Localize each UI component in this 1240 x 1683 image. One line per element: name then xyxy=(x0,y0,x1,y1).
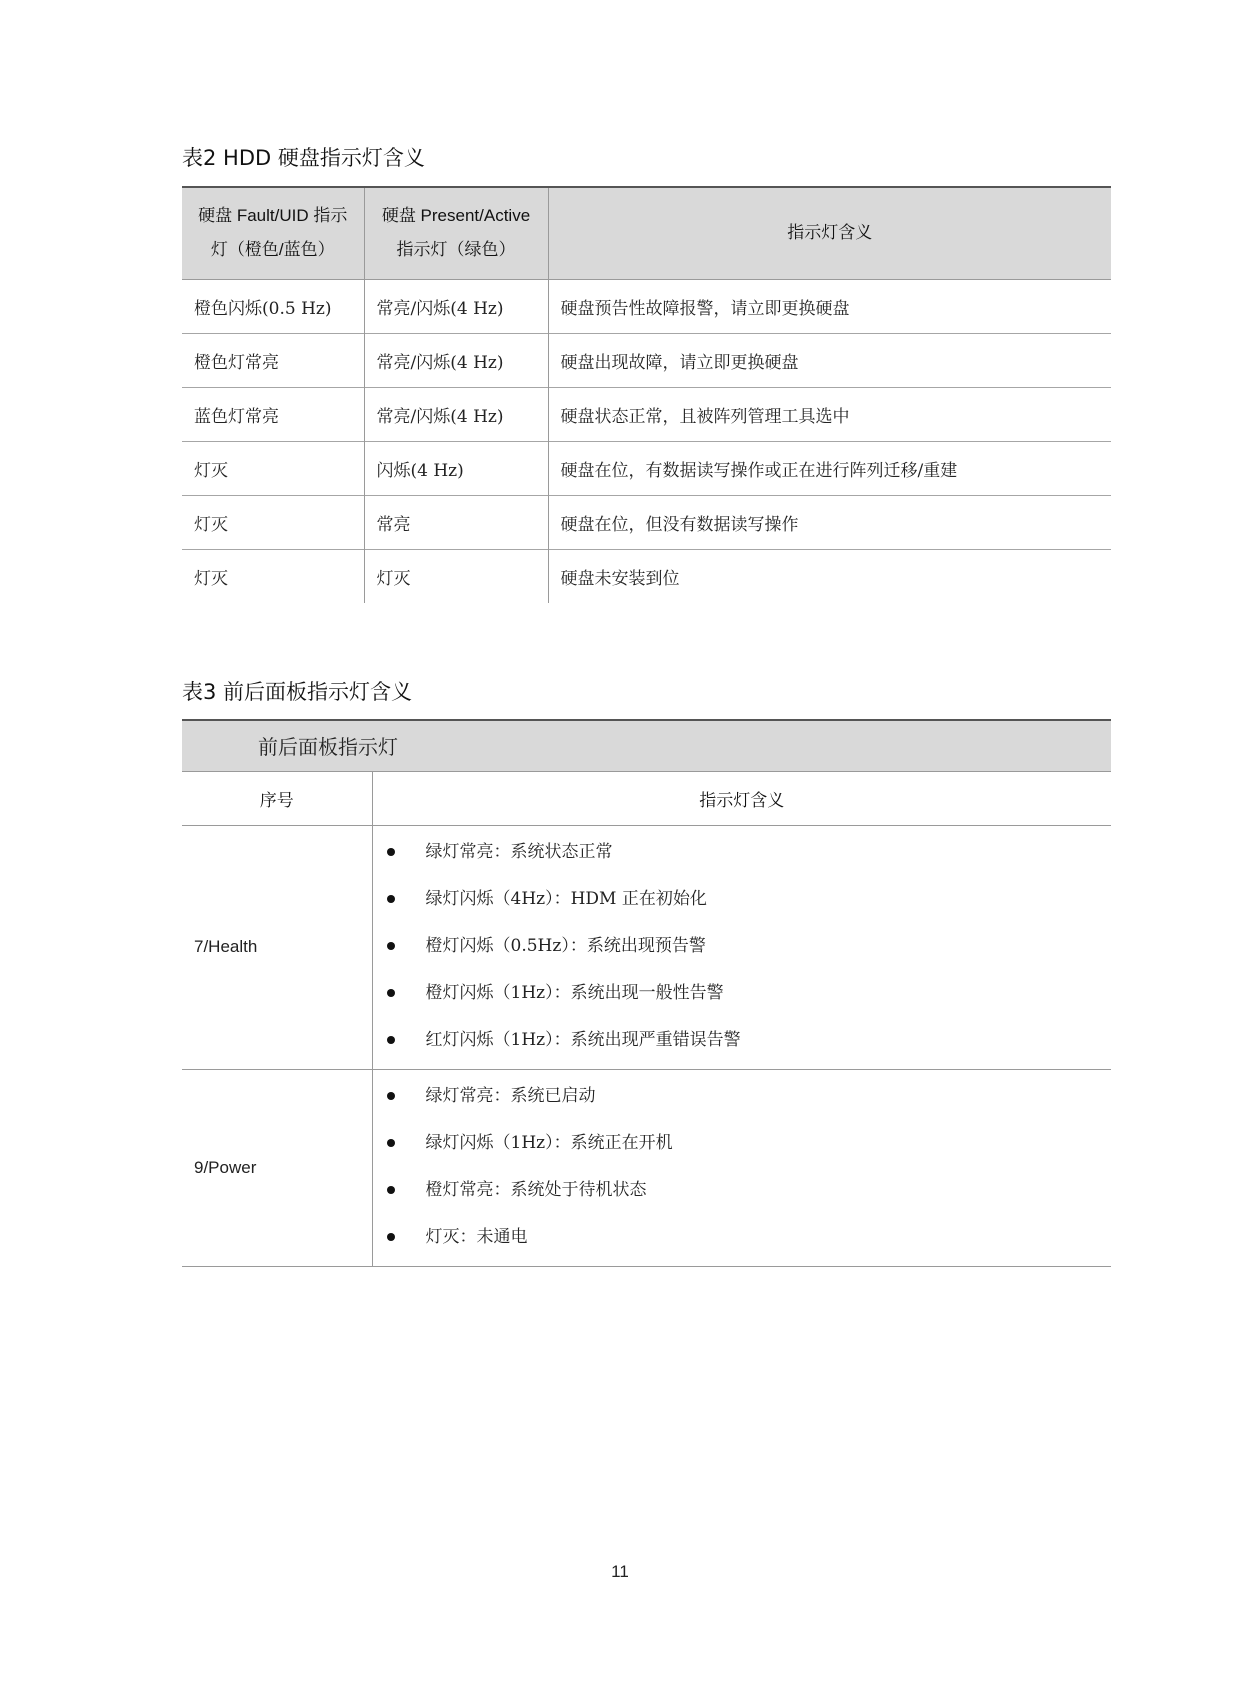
list-item-text: 灯灭：未通电 xyxy=(425,1226,528,1247)
bullet-icon xyxy=(387,1139,395,1147)
table3-caption: 表3 前后面板指示灯含义 xyxy=(182,680,413,704)
header-number: 序号 xyxy=(182,771,372,825)
cell-present-active: 常亮/闪烁(4 Hz) xyxy=(364,279,548,333)
panel-indicator-table xyxy=(182,719,1111,1267)
table-header-row xyxy=(182,771,1111,825)
table-row xyxy=(182,549,1111,603)
list-item-text: 橙灯常亮：系统处于待机状态 xyxy=(425,1179,647,1200)
health-row xyxy=(182,825,1111,1069)
cell-present-active: 闪烁(4 Hz) xyxy=(364,441,548,495)
cell-meaning: 硬盘未安装到位 xyxy=(560,568,680,589)
list-item-text: 绿灯常亮：系统状态正常 xyxy=(425,841,613,862)
table-title-row xyxy=(182,720,1111,771)
list-item xyxy=(373,829,1112,876)
bullet-icon xyxy=(387,1233,395,1241)
table-title: 前后面板指示灯 xyxy=(258,735,398,760)
list-item xyxy=(373,970,1112,1017)
list-item xyxy=(373,876,1112,923)
table-row xyxy=(182,495,1111,549)
cell-meaning: 硬盘在位，但没有数据读写操作 xyxy=(560,514,799,535)
table-row xyxy=(182,333,1111,387)
list-item-text: 绿灯闪烁（1Hz）：系统正在开机 xyxy=(425,1132,673,1153)
cell-meaning: 硬盘预告性故障报警，请立即更换硬盘 xyxy=(560,298,850,319)
cell-fault-uid: 橙色闪烁(0.5 Hz) xyxy=(182,279,364,333)
bullet-icon xyxy=(387,1092,395,1100)
header-present-active: 硬盘 Present/Active 指示灯（绿色） xyxy=(364,187,548,279)
power-bullet-list xyxy=(373,1070,1112,1266)
health-id: 7/Health xyxy=(182,825,372,1069)
health-bullet-list xyxy=(373,826,1112,1069)
bullet-icon xyxy=(387,989,395,997)
bullet-icon xyxy=(387,942,395,950)
power-id: 9/Power xyxy=(182,1069,372,1266)
list-item-text: 绿灯常亮：系统已启动 xyxy=(425,1085,596,1106)
table-row xyxy=(182,387,1111,441)
hdd-indicator-table xyxy=(182,186,1111,603)
table-header-row xyxy=(182,187,1111,279)
cell-fault-uid: 灯灭 xyxy=(182,549,364,603)
cell-fault-uid: 灯灭 xyxy=(182,495,364,549)
list-item xyxy=(373,923,1112,970)
list-item-text: 橙灯闪烁（0.5Hz）：系统出现预告警 xyxy=(425,935,706,956)
cell-fault-uid: 橙色灯常亮 xyxy=(182,333,364,387)
cell-present-active: 常亮/闪烁(4 Hz) xyxy=(364,333,548,387)
cell-fault-uid: 蓝色灯常亮 xyxy=(182,387,364,441)
bullet-icon xyxy=(387,848,395,856)
table-row xyxy=(182,279,1111,333)
list-item-text: 绿灯闪烁（4Hz）：HDM 正在初始化 xyxy=(425,888,707,909)
power-row xyxy=(182,1069,1111,1266)
table2-caption: 表2 HDD 硬盘指示灯含义 xyxy=(182,146,425,170)
cell-meaning: 硬盘出现故障，请立即更换硬盘 xyxy=(560,352,799,373)
header-meaning: 指示灯含义 xyxy=(699,790,785,810)
bullet-icon xyxy=(387,895,395,903)
list-item-text: 红灯闪烁（1Hz）：系统出现严重错误告警 xyxy=(425,1029,741,1050)
bullet-icon xyxy=(387,1186,395,1194)
cell-fault-uid: 灯灭 xyxy=(182,441,364,495)
cell-meaning: 硬盘在位，有数据读写操作或正在进行阵列迁移/重建 xyxy=(560,460,958,481)
header-meaning: 指示灯含义 xyxy=(787,223,873,243)
cell-present-active: 灯灭 xyxy=(364,549,548,603)
bullet-icon xyxy=(387,1036,395,1044)
health-meaning-cell xyxy=(372,825,1111,1069)
table-row xyxy=(182,441,1111,495)
cell-present-active: 常亮/闪烁(4 Hz) xyxy=(364,387,548,441)
list-item xyxy=(373,1120,1112,1167)
page-number: 11 xyxy=(611,1562,629,1581)
header-fault-uid: 硬盘 Fault/UID 指示灯（橙色/蓝色） xyxy=(182,187,364,279)
cell-meaning: 硬盘状态正常，且被阵列管理工具选中 xyxy=(560,406,850,427)
list-item xyxy=(373,1214,1112,1261)
list-item-text: 橙灯闪烁（1Hz）：系统出现一般性告警 xyxy=(425,982,724,1003)
list-item xyxy=(373,1167,1112,1214)
cell-present-active: 常亮 xyxy=(364,495,548,549)
power-meaning-cell xyxy=(372,1069,1111,1266)
list-item xyxy=(373,1073,1112,1120)
list-item xyxy=(373,1017,1112,1064)
